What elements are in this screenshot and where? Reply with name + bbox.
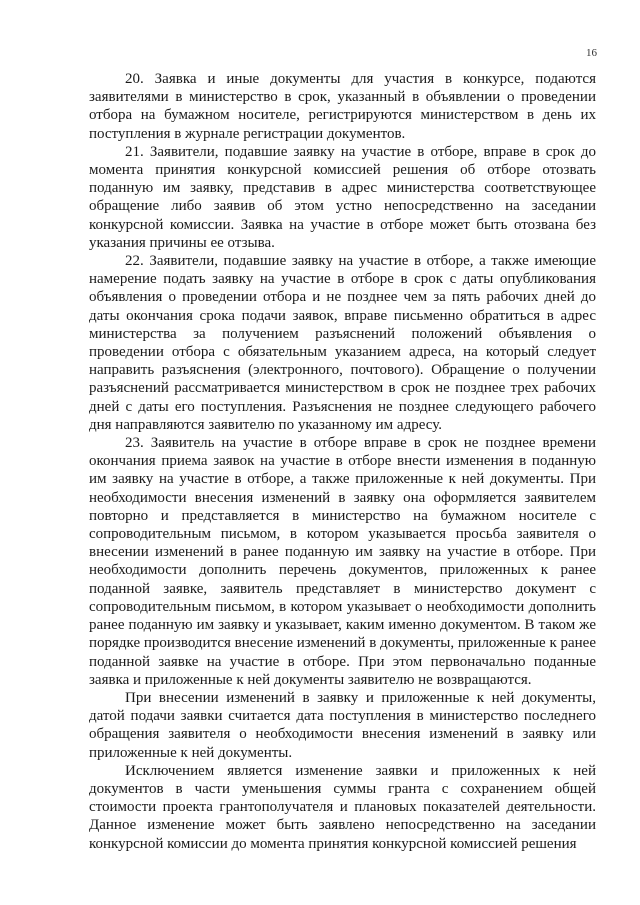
- paragraph-20: 20. Заявка и иные документы для участия в конкурсе, подаются заявителями в министерство в срок, указанный в объявлении о проведении отбора на бумажном носителе, регистрируются министерством в день их поступления в журнале регистрации документов.: [89, 71, 596, 142]
- paragraph-23-exception: Исключением является изменение заявки и приложенных к ней документов в части уменьшения суммы гранта с сохранением общей стоимости проекта грантополучателя и плановых показателей деятельности. Данное изменение может быть заявлено непосредственно на заседании конкурсной комиссии до момента принятия конкурсной комиссией решения: [89, 762, 596, 852]
- document-body: [89, 70, 596, 853]
- page-number: 16: [586, 47, 597, 59]
- paragraph-22: 22. Заявители, подавшие заявку на участие в отборе, а также имеющие намерение подать заявку на участие в отборе в срок с даты опубликования объявления о проведении отбора и не позднее чем за пять рабочих дней до даты окончания срока подачи заявок, вправе письменно обратиться в адрес министерства за получением разъяснений положений объявления о проведении отбора с обязательным указанием адреса, на который следует направить разъяснения (электронного, почтового). Обращение о получении разъяснений рассматривается министерством в срок не позднее трех рабочих дней с даты его поступления. Разъяснения не позднее следующего рабочего дня направляются заявителю по указанному им адресу.: [89, 253, 596, 433]
- paragraph-23-changes-date: При внесении изменений в заявку и приложенные к ней документы, датой подачи заявки считается дата поступления в министерство последнего обращения заявителя о необходимости внесения изменений в заявку или приложенные к ней документы.: [89, 689, 596, 761]
- paragraph-21: 21. Заявители, подавшие заявку на участие в отборе, вправе в срок до момента принятия конкурсной комиссией решения об отборе отозвать поданную им заявку, представив в адрес министерства соответствующее обращение либо заявив об этом устно непосредственно на заседании конкурсной комиссии. Заявка на участие в отборе может быть отозвана без указания причины ее отзыва.: [89, 143, 596, 251]
- paragraph-23: 23. Заявитель на участие в отборе вправе в срок не позднее времени окончания приема заявок на участие в отборе внести изменения в поданную им заявку на участие в отборе, а также приложенные к ней документы. При необходимости внесения изменений в заявку она оформляется заявителем повторно и представляется в министерство на бумажном носителе с сопроводительным письмом, в котором указывается просьба заявителя о внесении изменений в ранее поданную им заявку на участие в отборе. При необходимости дополнить перечень документов, приложенных к ранее поданной заявке, заявитель представляет в министерство документ с сопроводительным письмом, в котором указывает о необходимости дополнить ранее поданную им заявку и указывает, каким именно документом. В таком же порядке производится внесение изменений в документы, приложенные к ранее поданной заявке на участие в отборе. При этом первоначально поданные заявка и приложенные к ней документы заявителю не возвращаются.: [89, 435, 596, 688]
